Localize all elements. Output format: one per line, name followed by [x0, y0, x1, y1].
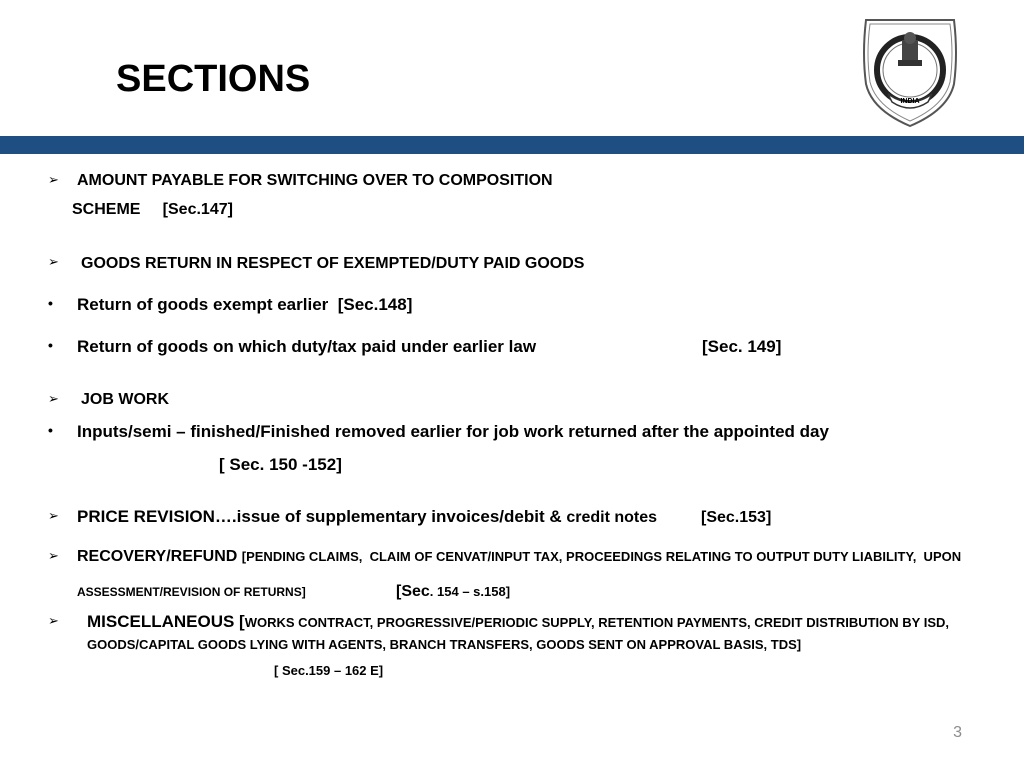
- return-duty-paid-section: [Sec. 149]: [702, 337, 782, 356]
- logo-india-text: INDIA: [900, 98, 920, 105]
- misc-detail-line1: WORKS CONTRACT, PROGRESSIVE/PERIODIC SUPPLY, RETENTION PAYMENTS, CREDIT DISTRIBUTION BY ISD,: [244, 615, 949, 630]
- dot-bullet-icon: •: [48, 422, 53, 438]
- misc-detail-line2: GOODS/CAPITAL GOODS LYING WITH AGENTS, BRANCH TRANSFERS, GOODS SENT ON APPROVAL BASIS, TDS]: [87, 637, 802, 652]
- arrow-bullet-icon: ➢: [48, 548, 59, 563]
- goods-return-heading: GOODS RETURN IN RESPECT OF EXEMPTED/DUTY PAID GOODS: [81, 255, 585, 272]
- price-revision-credit-notes: credit notes: [566, 509, 658, 526]
- slide-title: SECTIONS: [116, 58, 311, 100]
- recovery-heading: RECOVERY/REFUND: [77, 548, 242, 565]
- return-duty-paid-item: Return of goods on which duty/tax paid under earlier law: [77, 337, 537, 356]
- recovery-detail: [PENDING CLAIMS, CLAIM OF CENVAT/INPUT TAX, PROCEEDINGS RELATING TO OUTPUT DUTY LIABILITY, UPON: [241, 549, 962, 564]
- arrow-bullet-icon: ➢: [48, 172, 59, 187]
- recovery-detail-cont: ASSESSMENT/REVISION OF RETURNS]: [77, 585, 306, 599]
- recovery-section: [396, 583, 510, 601]
- arrow-bullet-icon: ➢: [48, 391, 59, 406]
- job-work-section: [ Sec. 150 -152]: [219, 455, 342, 474]
- recovery-section-rest: . 154 – s.158]: [429, 584, 511, 599]
- price-revision-main: PRICE REVISION….issue of supplementary invoices/debit &: [77, 507, 567, 526]
- misc-item: [87, 612, 949, 632]
- composition-heading-cont: SCHEME [Sec.147]: [72, 201, 233, 218]
- title-band: [0, 136, 1024, 154]
- composition-heading: AMOUNT PAYABLE FOR SWITCHING OVER TO COMPOSITION: [77, 172, 553, 189]
- arrow-bullet-icon: ➢: [48, 508, 59, 523]
- misc-heading: MISCELLANEOUS [: [87, 612, 245, 631]
- job-work-heading: JOB WORK: [81, 391, 169, 408]
- return-exempt-item: Return of goods exempt earlier [Sec.148]: [77, 295, 413, 314]
- job-work-item: Inputs/semi – finished/Finished removed earlier for job work returned after the appointed day: [77, 422, 829, 441]
- arrow-bullet-icon: ➢: [48, 254, 59, 269]
- recovery-item: [77, 548, 961, 566]
- page-number: 3: [953, 724, 962, 741]
- recovery-section-prefix: [Sec: [396, 583, 430, 600]
- dot-bullet-icon: •: [48, 337, 53, 353]
- price-revision-section: [Sec.153]: [701, 509, 772, 526]
- emblem-logo: [858, 14, 962, 130]
- misc-section: [ Sec.159 – 162 E]: [274, 663, 384, 678]
- dot-bullet-icon: •: [48, 295, 53, 311]
- arrow-bullet-icon: ➢: [48, 613, 59, 628]
- price-revision-item: [77, 507, 657, 527]
